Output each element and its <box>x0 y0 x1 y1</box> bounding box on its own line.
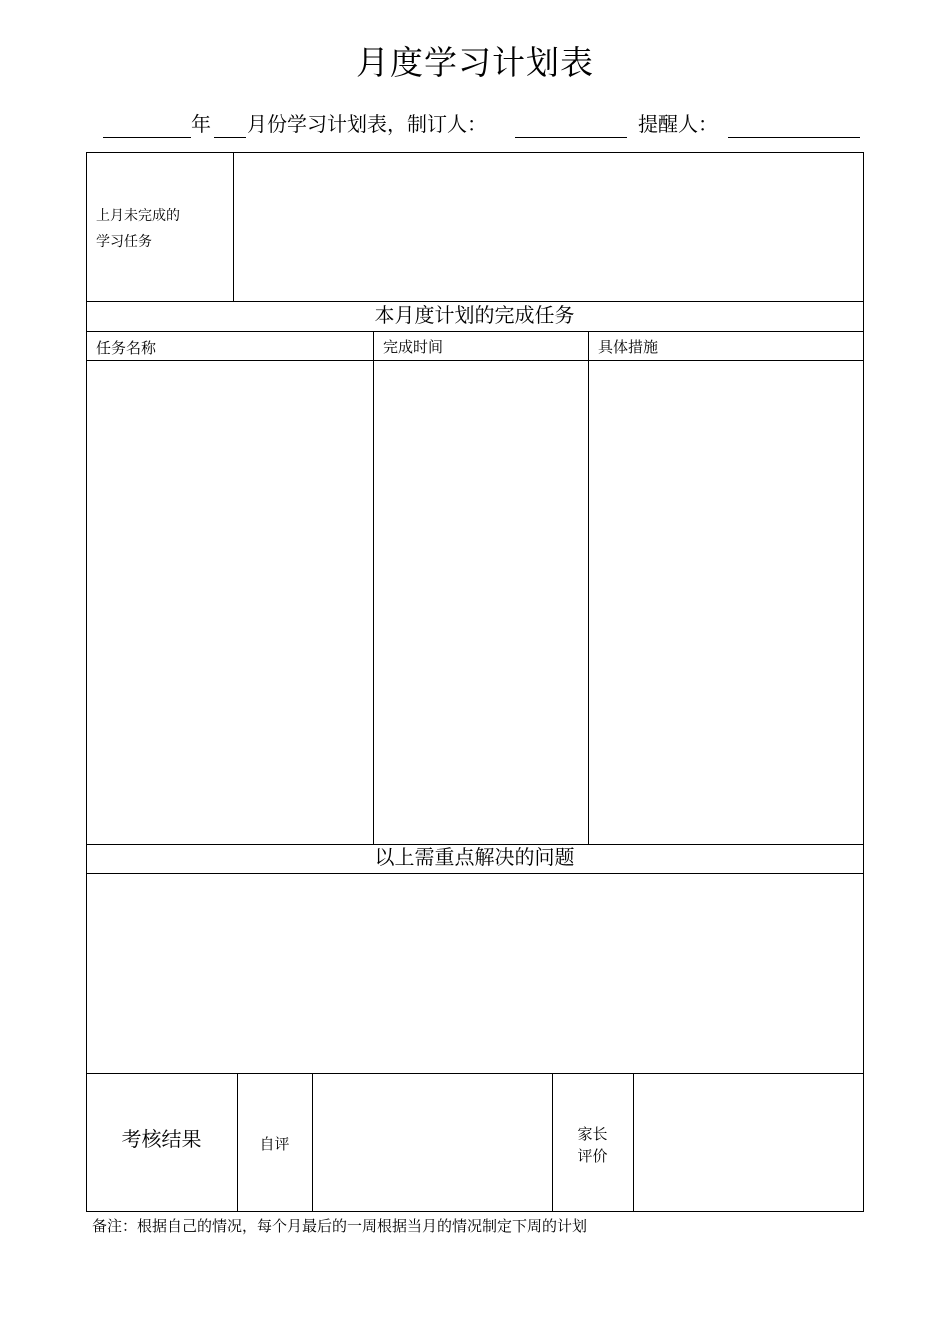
parent-eval-label-line2: 评价 <box>577 1147 608 1165</box>
divider <box>86 331 863 332</box>
last-month-label <box>96 203 180 255</box>
column-header-completion-time: 完成时间 <box>383 338 444 356</box>
column-header-measures: 具体措施 <box>598 338 659 356</box>
month-suffix-creator-label: 月份学习计划表，制订人： <box>247 112 487 136</box>
page-title: 月度学习计划表 <box>356 43 594 82</box>
reminder-blank[interactable] <box>728 107 860 138</box>
reminder-label: 提醒人： <box>638 112 718 136</box>
assessment-result-label: 考核结果 <box>121 1127 202 1151</box>
column-header-task-name: 任务名称 <box>96 339 157 357</box>
completion-time-cell[interactable] <box>374 361 588 844</box>
issues-section-heading: 以上需重点解决的问题 <box>374 845 575 869</box>
measures-cell[interactable] <box>589 361 862 844</box>
self-eval-cell[interactable] <box>313 1074 552 1210</box>
last-month-label-line1: 上月未完成的 <box>96 208 180 224</box>
parent-eval-cell[interactable] <box>634 1074 862 1210</box>
issues-content-cell[interactable] <box>87 874 862 1073</box>
year-blank[interactable] <box>103 107 191 138</box>
last-month-label-line2: 学习任务 <box>96 234 152 250</box>
footnote: 备注：根据自己的情况，每个月最后的一周根据当月的情况制定下周的计划 <box>92 1217 588 1235</box>
creator-blank[interactable] <box>515 107 627 138</box>
self-eval-label: 自评 <box>259 1135 290 1153</box>
task-name-cell[interactable] <box>87 361 373 844</box>
last-month-content-cell[interactable] <box>234 153 862 301</box>
parent-eval-label <box>552 1123 633 1167</box>
plan-section-heading: 本月度计划的完成任务 <box>374 303 575 327</box>
parent-eval-label-line1: 家长 <box>577 1125 608 1143</box>
month-blank[interactable] <box>214 107 246 138</box>
year-suffix: 年 <box>191 112 211 136</box>
